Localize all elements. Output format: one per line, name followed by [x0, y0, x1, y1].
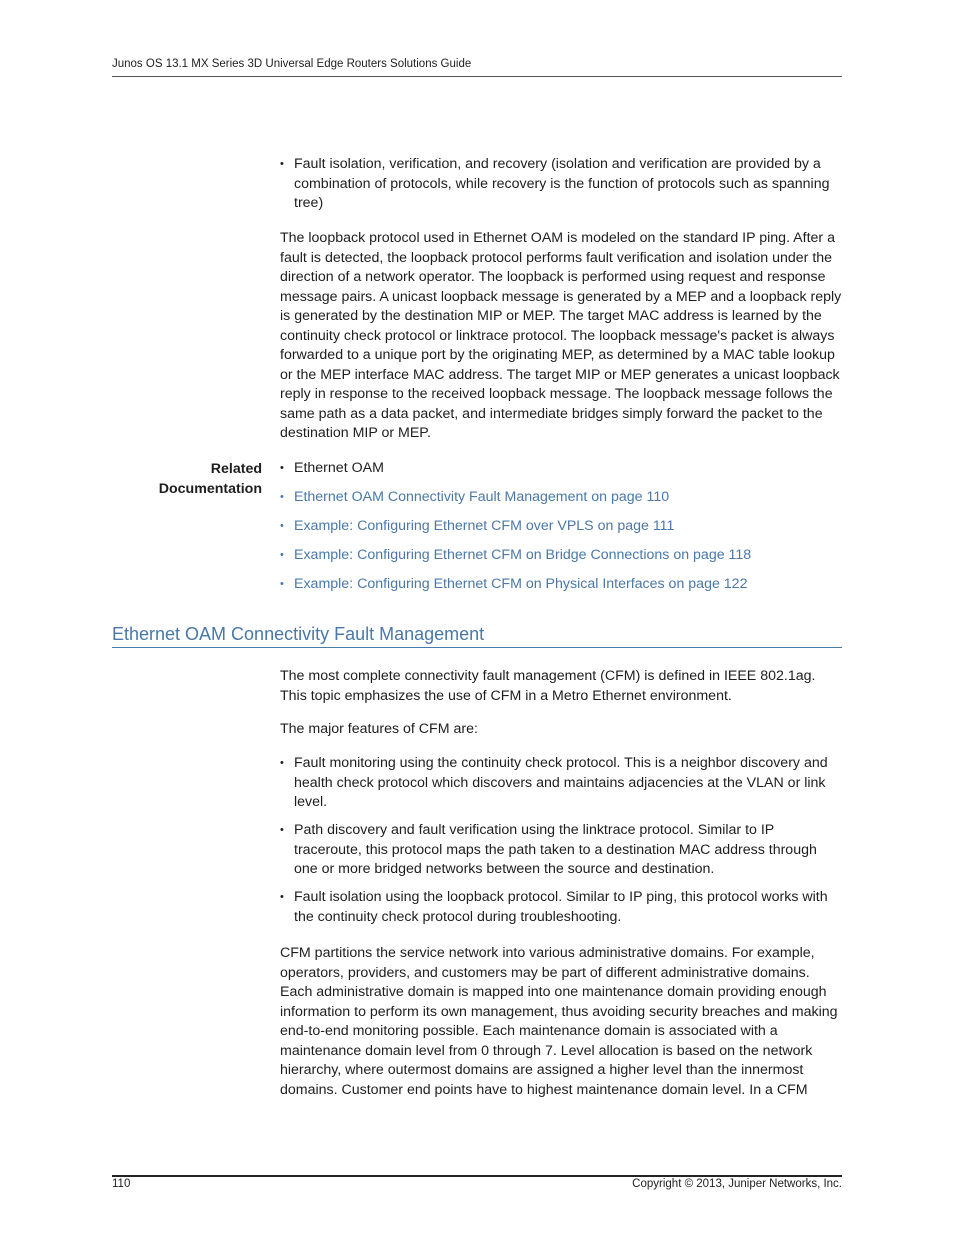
related-label-line: Related [210, 461, 262, 477]
running-header: Junos OS 13.1 MX Series 3D Universal Edge Routers Solutions Guide [112, 58, 472, 70]
loopback-paragraph: The loopback protocol used in Ethernet OAM is modeled on the standard IP ping. After a fault is detected, the loopback protocol performs fault verification and isolation under the direction of a network operator. The loopback is performed using request and response message pairs. A unicast loopback message is generated by a MEP and a loopback reply is generated by the destination MIP or MEP. The target MAC address is learned by the continuity check protocol or linktrace protocol. The loopback message's packet is always forwarded to a unique port by the originating MEP, as determined by a MAC table lookup or the MEP interface MAC address. The target MIP or MEP generates a unicast loopback reply in response to the received loopback message. The loopback message follows the same path as a data packet, and intermediate bridges simply forward the packet to the destination MIP or MEP. [280, 230, 842, 441]
cfm-domains-paragraph: CFM partitions the service network into various administrative domains. For example, operators, providers, and customers may be part of different administrative domains. Each administrative domain is mapped into one maintenance domain providing enough information to perform its own management, thus avoiding security breaches and making end-to-end monitoring possible. Each maintenance domain is associated with a maintenance domain level from 0 through 7. Level allocation is based on the network hierarchy, where outermost domains are assigned a higher level than the innermost domains. Customer end points have to highest maintenance domain level. In a CFM [280, 945, 838, 1098]
related-label-line: Documentation [158, 481, 262, 497]
list-item: • Fault monitoring using the continuity check protocol. This is a neighbor discovery and health check protocol which discovers and maintains adjacencies at the VLAN or link level. [280, 754, 842, 813]
cfm-intro-paragraph: The most complete connectivity fault management (CFM) is defined in IEEE 802.1ag. This topic emphasizes the use of CFM in a Metro Ethernet environment. [280, 668, 816, 704]
related-link-cfm-bridge[interactable]: • Example: Configuring Ethernet CFM on Bridge Connections on page 118 [280, 546, 842, 566]
related-documentation-list [280, 459, 842, 595]
header-rule [112, 76, 842, 77]
related-item-ethernet-oam: • Ethernet OAM [280, 459, 842, 479]
cfm-features-list [280, 754, 842, 927]
related-link-cfm-physical[interactable]: • Example: Configuring Ethernet CFM on Physical Interfaces on page 122 [280, 575, 842, 595]
related-documentation-label [112, 459, 262, 499]
list-item: • Path discovery and fault verification using the linktrace protocol. Similar to IP traceroute, this protocol maps the path taken to a destination MAC address through one or more bridged networks between the source and destination. [280, 821, 842, 880]
footer-rule [112, 1175, 842, 1177]
list-item: • Fault isolation using the loopback protocol. Similar to IP ping, this protocol works with the continuity check protocol during troubleshooting. [280, 888, 842, 927]
section-heading: Ethernet OAM Connectivity Fault Management [112, 624, 485, 644]
intro-bullet-list [280, 155, 842, 214]
section-rule [112, 647, 842, 648]
cfm-features-intro: The major features of CFM are: [280, 721, 478, 737]
copyright-notice: Copyright © 2013, Juniper Networks, Inc. [632, 1178, 842, 1190]
page-number: 110 [112, 1178, 131, 1190]
related-link-cfm-vpls[interactable]: • Example: Configuring Ethernet CFM over VPLS on page 111 [280, 517, 842, 537]
list-item: • Fault isolation, verification, and recovery (isolation and verification are provided by a combination of protocols, while recovery is the function of protocols such as spanning tree) [280, 155, 842, 214]
related-link-cfm[interactable]: • Ethernet OAM Connectivity Fault Management on page 110 [280, 488, 842, 508]
